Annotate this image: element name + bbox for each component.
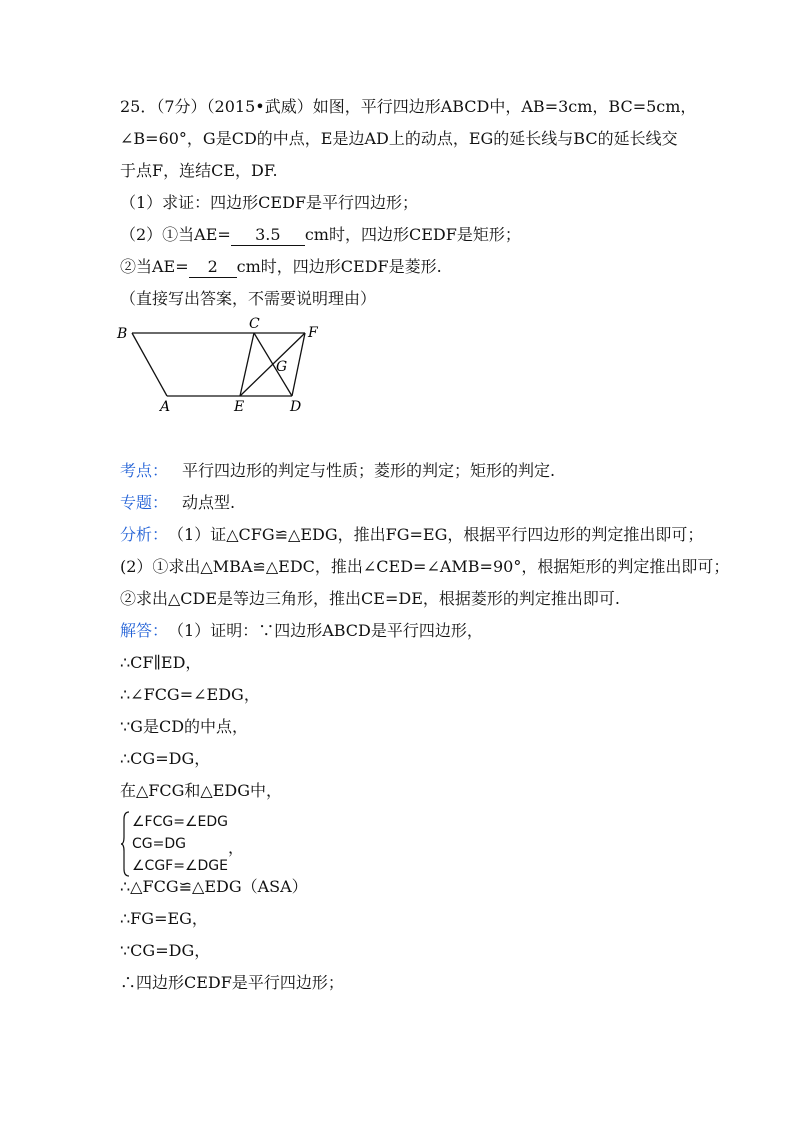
segment-FD (292, 333, 305, 396)
solution-step-5: 在△FCG和△EDG中， (120, 781, 283, 800)
kaodian-label: 考点： (120, 461, 169, 480)
question-3-prefix: ②当AE= (120, 257, 189, 276)
label-A: A (160, 399, 171, 415)
kaodian-text: 平行四边形的判定与性质；菱形的判定；矩形的判定. (182, 461, 556, 480)
solution-step-7: ∴FG=EG， (120, 909, 208, 928)
question-note: （直接写出答案，不需要说明理由） (120, 289, 377, 308)
zhuanti-row (120, 493, 235, 513)
question-2-prefix: （2）①当AE= (120, 225, 231, 244)
kaodian-row (120, 461, 555, 481)
jieda-label: 解答： (120, 621, 169, 640)
question-1: （1）求证：四边形CEDF是平行四边形； (120, 193, 419, 212)
solution-step-2: ∴∠FCG=∠EDG， (120, 685, 260, 704)
geometry-figure (110, 312, 320, 417)
fenxi-line-3: ②求出△CDE是等边三角形，推出CE=DE，根据菱形的判定推出即可. (120, 589, 620, 608)
solution-step-3: ∵G是CD的中点， (120, 717, 249, 736)
solution-step-9: ∴四边形CEDF是平行四边形； (120, 973, 344, 992)
question-3 (120, 257, 442, 278)
label-C: C (249, 316, 260, 332)
left-brace-icon (120, 811, 130, 877)
condition-side: CG=DG (132, 836, 186, 852)
label-F: F (308, 325, 318, 341)
fenxi-line-2: (2）①求出△MBA≌△EDC，推出∠CED=∠AMB=90°，根据矩形的判定推出即可； (120, 557, 730, 576)
fenxi-label: 分析： (120, 525, 169, 544)
congruence-conditions (120, 811, 260, 879)
fenxi-row (120, 525, 703, 545)
zhuanti-label: 专题： (120, 493, 169, 512)
jieda-text: （1）证明：∵四边形ABCD是平行四边形， (176, 621, 483, 640)
label-E: E (234, 399, 245, 415)
answer-blank-rectangle: 3.5 (231, 225, 305, 246)
label-G: G (276, 359, 288, 375)
answer-blank-rhombus: 2 (189, 257, 237, 278)
label-D: D (290, 399, 302, 415)
segment-EF (240, 333, 305, 396)
condition-angle-2: ∠CGF=∠DGE (132, 858, 228, 874)
segment-BA (132, 333, 167, 396)
solution-step-6: ∴△FCG≌△EDG（ASA） (120, 877, 308, 896)
jieda-row (120, 621, 483, 641)
problem-line-2: ∠B=60°，G是CD的中点，E是边AD上的动点，EG的延长线与BC的延长线交 (120, 129, 678, 148)
segment-CE (240, 333, 254, 396)
brace-lines (132, 811, 228, 877)
question-2 (120, 225, 521, 246)
solution-step-8: ∵CG=DG， (120, 941, 211, 960)
fenxi-text-1: （1）证△CFG≌△EDG，推出FG=EG，根据平行四边形的判定推出即可； (176, 525, 704, 544)
question-2-suffix: cm时，四边形CEDF是矩形； (304, 225, 521, 244)
problem-line-3: 于点F，连结CE，DF. (120, 161, 278, 180)
solution-step-4: ∴CG=DG， (120, 749, 211, 768)
brace-comma: ， (228, 838, 245, 857)
condition-angle-1: ∠FCG=∠EDG (132, 814, 228, 830)
problem-line-1: 25．（7分）（2015•武威）如图，平行四边形ABCD中，AB=3cm，BC=5cm， (120, 97, 697, 116)
question-3-suffix: cm时，四边形CEDF是菱形. (236, 257, 442, 276)
label-B: B (117, 326, 128, 342)
solution-step-1: ∴CF∥ED， (120, 653, 202, 672)
zhuanti-text: 动点型. (182, 493, 236, 512)
